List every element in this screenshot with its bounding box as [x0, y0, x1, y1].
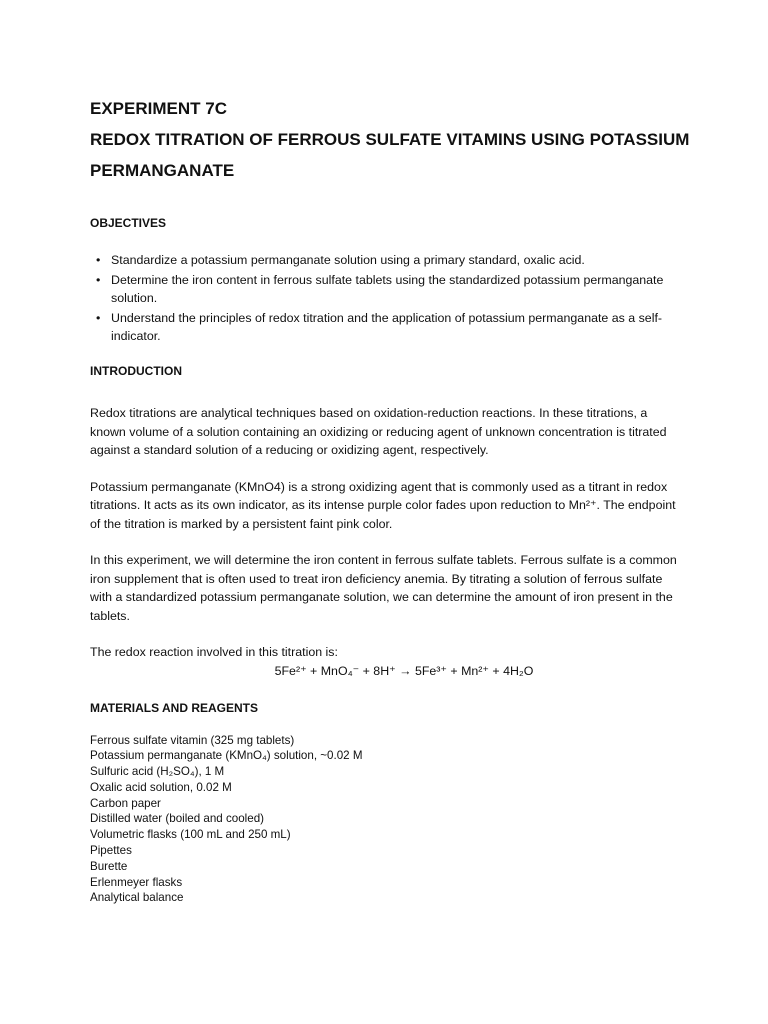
- objective-item: [90, 309, 678, 345]
- objective-item: [90, 251, 678, 269]
- introduction-heading: INTRODUCTION: [90, 364, 182, 378]
- material-item: Sulfuric acid (H₂SO₄), 1 M: [90, 765, 225, 779]
- bullet-icon: •: [96, 273, 101, 287]
- materials-list: [90, 733, 678, 907]
- material-item: Volumetric flasks (100 mL and 250 mL): [90, 828, 291, 842]
- material-item: Burette: [90, 859, 128, 873]
- title-line-subject-cont: PERMANGANATE: [90, 161, 235, 180]
- bullet-icon: •: [96, 253, 101, 267]
- objectives-list: [90, 251, 678, 345]
- objective-text: Understand the principles of redox titration and the application of potassium permanganate as a self-indicator.: [111, 311, 663, 343]
- objective-text: Determine the iron content in ferrous sulfate tablets using the standardized potassium permanganate solution.: [111, 273, 664, 305]
- intro-paragraph-redox: Redox titrations are analytical techniques based on oxidation-reduction reactions. In these titrations, a known volume of a solution containing an oxidizing or reducing agent of unknown concentration is titrated against a standard solution of a reducing or oxidizing agent, respectively.: [90, 406, 667, 457]
- reaction-intro-text: The redox reaction involved in this titration is:: [90, 645, 338, 659]
- document-title: [90, 93, 690, 186]
- material-item: Carbon paper: [90, 796, 161, 810]
- material-item: Potassium permanganate (KMnO₄) solution, ~0.02 M: [90, 749, 363, 763]
- intro-paragraph-experiment: In this experiment, we will determine the iron content in ferrous sulfate tablets. Ferrous sulfate is a common iron supplement that is often used to treat iron deficiency anemia. By titrating a solution of ferrous sulfate with a standardized potassium permanganate solution, we can determine the amount of iron present in the tablets.: [90, 553, 677, 623]
- material-item: Pipettes: [90, 844, 132, 858]
- material-item: Erlenmeyer flasks: [90, 875, 183, 889]
- material-item: Distilled water (boiled and cooled): [90, 812, 264, 826]
- title-line-experiment: EXPERIMENT 7C: [90, 99, 227, 118]
- bullet-icon: •: [96, 311, 101, 325]
- objectives-heading: OBJECTIVES: [90, 216, 167, 230]
- reaction-equation: 5Fe²⁺ + MnO₄⁻ + 8H⁺ → 5Fe³⁺ + Mn²⁺ + 4H₂O: [274, 663, 534, 678]
- objective-text: Standardize a potassium permanganate solution using a primary standard, oxalic acid.: [111, 253, 585, 267]
- title-line-subject: REDOX TITRATION OF FERROUS SULFATE VITAMINS USING POTASSIUM: [90, 130, 690, 149]
- material-item: Analytical balance: [90, 891, 184, 905]
- materials-heading: MATERIALS AND REAGENTS: [90, 700, 258, 715]
- intro-paragraph-permanganate: Potassium permanganate (KMnO4) is a strong oxidizing agent that is commonly used as a titrant in redox titrations. It acts as its own indicator, as its intense purple color fades upon reduction to Mn²⁺. The endpoint of the titration is marked by a persistent faint pink color.: [90, 479, 676, 531]
- material-item: Oxalic acid solution, 0.02 M: [90, 780, 232, 794]
- material-item: Ferrous sulfate vitamin (325 mg tablets): [90, 733, 295, 747]
- objective-item: [90, 271, 678, 307]
